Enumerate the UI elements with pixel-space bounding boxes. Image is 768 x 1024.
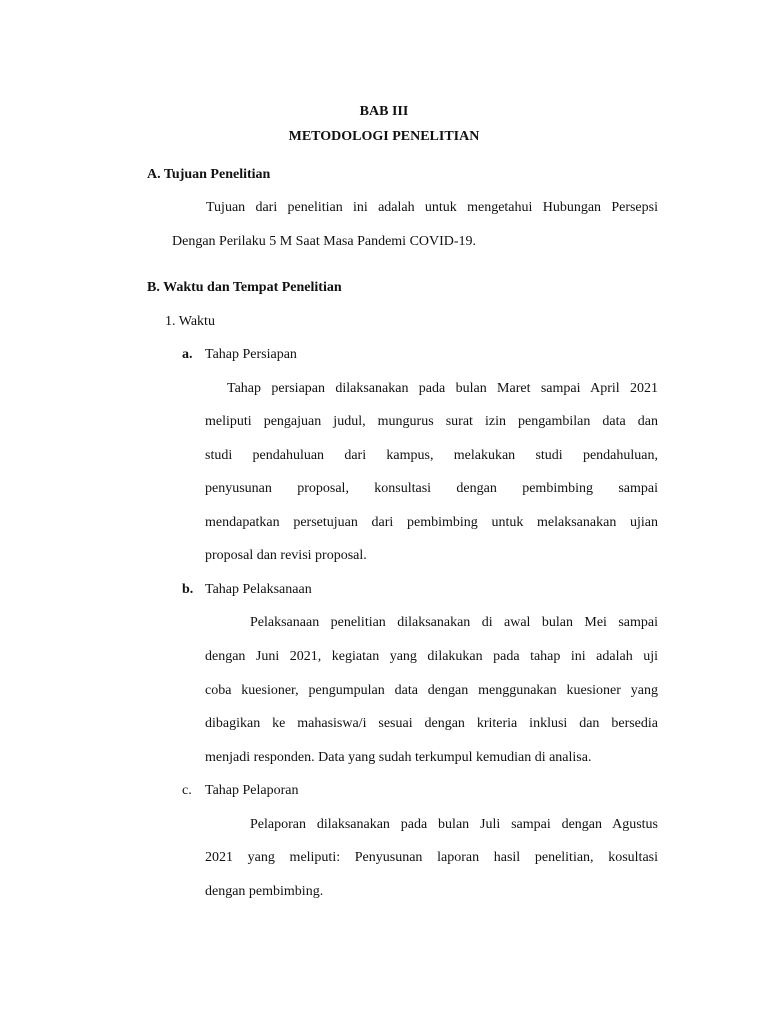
list-item-waktu: 1. Waktu xyxy=(165,314,215,329)
paragraph-line: studi pendahuluan dari kampus, melakukan studi pendahuluan, xyxy=(205,448,658,463)
chapter-number: BAB III xyxy=(359,104,409,119)
paragraph-line: Pelaporan dilaksanakan pada bulan Juli sampai dengan Agustus xyxy=(250,817,658,832)
paragraph-line: dengan Juni 2021, kegiatan yang dilakukan pada tahap ini adalah uji xyxy=(205,649,658,664)
sub-item-title: Tahap Pelaporan xyxy=(205,783,299,798)
section-b-heading: B. Waktu dan Tempat Penelitian xyxy=(147,280,342,295)
paragraph-line: coba kuesioner, pengumpulan data dengan menggunakan kuesioner yang xyxy=(205,683,658,698)
paragraph-line: menjadi responden. Data yang sudah terkumpul kemudian di analisa. xyxy=(205,750,592,765)
section-a-line: Tujuan dari penelitian ini adalah untuk mengetahui Hubungan Persepsi xyxy=(206,200,658,215)
section-a-heading: A. Tujuan Penelitian xyxy=(147,167,271,182)
paragraph-line: proposal dan revisi proposal. xyxy=(205,548,367,563)
paragraph-line: penyusunan proposal, konsultasi dengan pembimbing sampai xyxy=(205,481,658,496)
sub-item-marker: c. xyxy=(182,783,192,798)
chapter-title: METODOLOGI PENELITIAN xyxy=(288,129,480,144)
paragraph-line: dibagikan ke mahasiswa/i sesuai dengan kriteria inklusi dan bersedia xyxy=(205,716,658,731)
sub-item-title: Tahap Pelaksanaan xyxy=(205,582,312,597)
sub-item-marker: a. xyxy=(182,347,193,362)
paragraph-line: meliputi pengajuan judul, mungurus surat izin pengambilan data dan xyxy=(205,414,658,429)
paragraph-line: mendapatkan persetujuan dari pembimbing untuk melaksanakan ujian xyxy=(205,515,658,530)
sub-item-title: Tahap Persiapan xyxy=(205,347,297,362)
paragraph-line: Pelaksanaan penelitian dilaksanakan di awal bulan Mei sampai xyxy=(250,615,658,630)
paragraph-line: dengan pembimbing. xyxy=(205,884,324,899)
section-a-line: Dengan Perilaku 5 M Saat Masa Pandemi COVID-19. xyxy=(172,234,477,249)
paragraph-line: 2021 yang meliputi: Penyusunan laporan hasil penelitian, kosultasi xyxy=(205,850,658,865)
sub-item-marker: b. xyxy=(182,582,194,597)
paragraph-line: Tahap persiapan dilaksanakan pada bulan Maret sampai April 2021 xyxy=(227,381,658,396)
